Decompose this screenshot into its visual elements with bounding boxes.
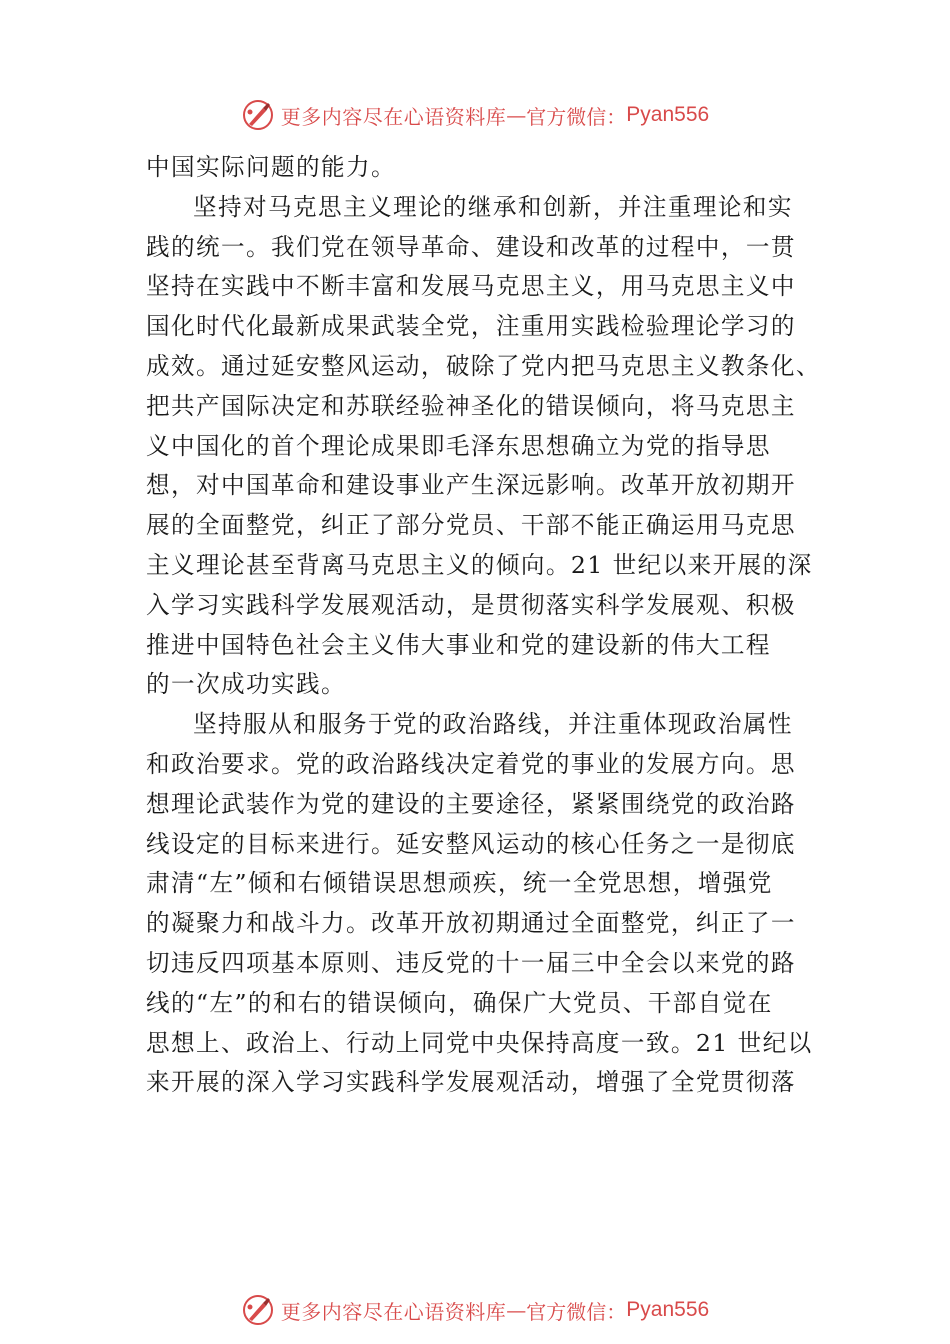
text-line: 想理论武装作为党的建设的主要途径，紧紧围绕党的政治路: [146, 789, 796, 818]
text-line: 入学习实践科学发展观活动，是贯彻落实科学发展观、积极: [146, 590, 796, 619]
paragraph-3: [146, 705, 813, 1103]
text-line: 国化时代化最新成果武装全党，注重用实践检验理论学习的: [146, 312, 796, 341]
wechat-label: 官方微信：: [526, 104, 627, 129]
text-line: 切违反四项基本原则、违反党的十一届三中全会以来党的路: [146, 948, 796, 977]
separator-dash: —: [506, 1298, 527, 1322]
text-line: 思想上、政治上、行动上同党中央保持高度一致。21 世纪以: [146, 1028, 813, 1057]
text-line: 线的“左”的和右的错误倾向，确保广大党员、干部自觉在: [146, 988, 773, 1017]
text-line: 推进中国特色社会主义伟大事业和党的建设新的伟大工程: [146, 630, 771, 659]
text-line: 坚持对马克思主义理论的继承和创新，并注重理论和实: [193, 192, 793, 221]
text-line: 义中国化的首个理论成果即毛泽东思想确立为党的指导思: [146, 431, 771, 460]
text-line: 线设定的目标来进行。延安整风运动的核心任务之一是彻底: [146, 829, 796, 858]
separator-dash: —: [506, 103, 527, 127]
text-line: 践的统一。我们党在领导革命、建设和改革的过程中，一贯: [146, 232, 796, 261]
paragraph-2: [146, 188, 821, 705]
pen-logo-icon: [241, 1293, 275, 1327]
paragraph-1: [146, 148, 808, 188]
text-line: 主义理论甚至背离马克思主义的倾向。21 世纪以来开展的深: [146, 550, 813, 579]
document-body: [146, 148, 821, 1103]
text-line: 坚持服从和服务于党的政治路线，并注重体现政治属性: [193, 710, 793, 739]
text-line: 和政治要求。党的政治路线决定着党的事业的发展方向。思: [146, 749, 796, 778]
text-line: 来开展的深入学习实践科学发展观活动，增强了全党贯彻落: [146, 1068, 796, 1097]
text-line: 中国实际问题的能力。: [146, 153, 396, 181]
text-line: 的凝聚力和战斗力。改革开放初期通过全面整党，纠正了一: [146, 909, 796, 938]
header-banner: [0, 95, 950, 135]
text-line: 的一次成功实践。: [146, 670, 346, 699]
site-name: 更多内容尽在心语资料库: [280, 1299, 507, 1324]
wechat-id: Pyan556: [626, 1298, 710, 1321]
text-line: 展的全面整党，纠正了部分党员、干部不能正确运用马克思: [146, 511, 796, 540]
pen-logo-icon: [241, 98, 275, 132]
text-line: 坚持在实践中不断丰富和发展马克思主义，用马克思主义中: [146, 272, 796, 301]
site-name: 更多内容尽在心语资料库: [280, 104, 507, 129]
text-line: 成效。通过延安整风运动，破除了党内把马克思主义教条化、: [146, 351, 821, 380]
wechat-id: Pyan556: [626, 103, 710, 126]
footer-banner: [0, 1290, 950, 1330]
wechat-label: 官方微信：: [526, 1299, 627, 1324]
text-line: 把共产国际决定和苏联经验神圣化的错误倾向，将马克思主: [146, 391, 796, 420]
text-line: 肃清“左”倾和右倾错误思想顽疾，统一全党思想，增强党: [146, 869, 773, 898]
text-line: 想，对中国革命和建设事业产生深远影响。改革开放初期开: [146, 471, 796, 500]
